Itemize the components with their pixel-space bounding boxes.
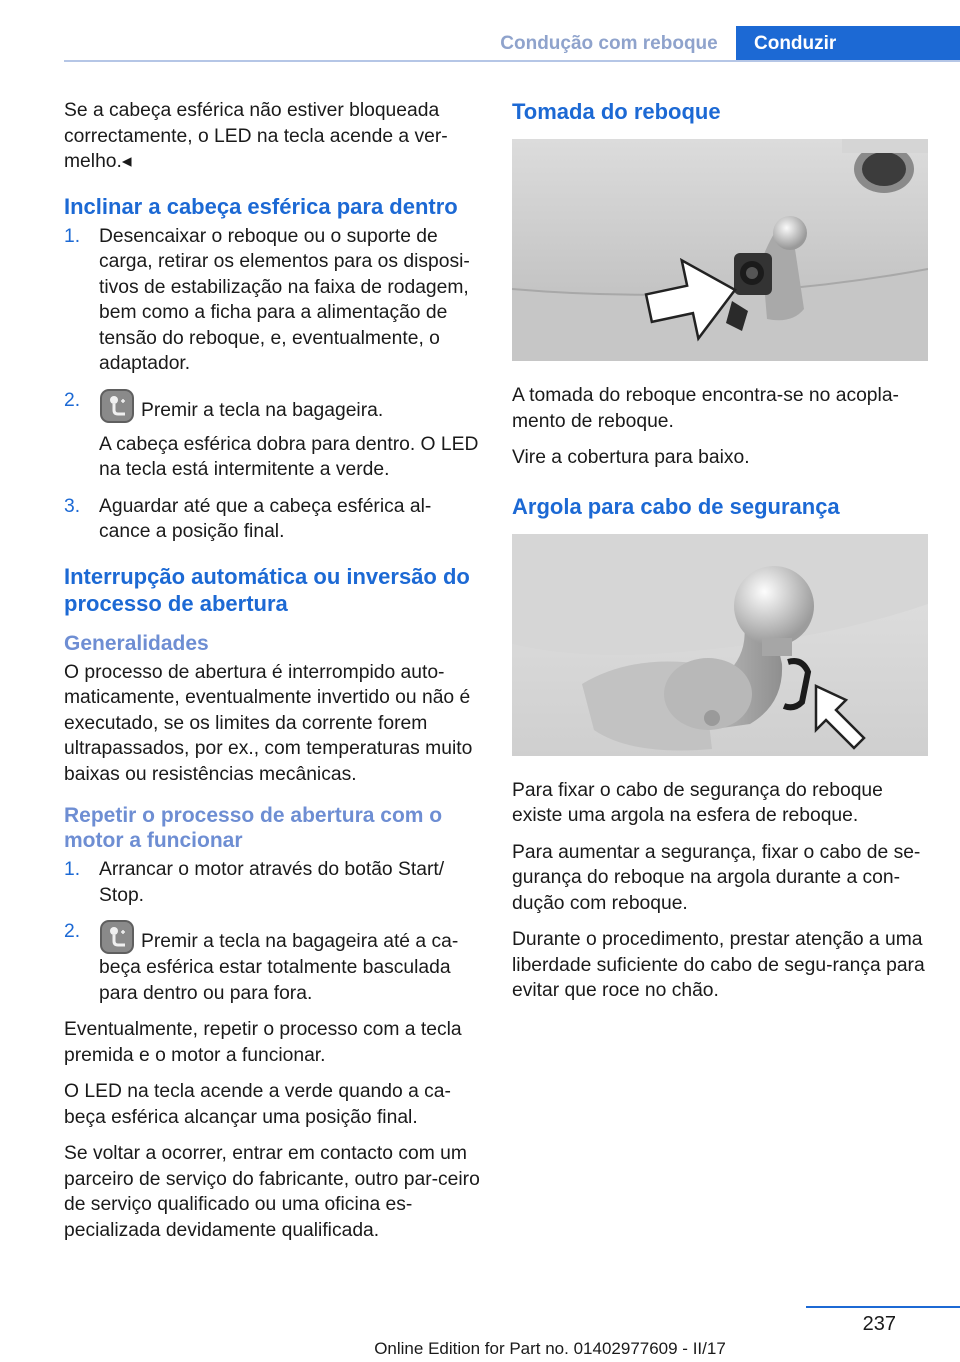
heading-inclinar: Inclinar a cabeça esférica para dentro xyxy=(64,193,458,219)
paragraph-tomada-1: A tomada do reboque encontra-se no acopla-mento de reboque. xyxy=(512,385,899,432)
step-text: Desencaixar o reboque ou o suporte de carga, retirar os elementos para os disposi-tivos de estabilização na faixa de rodagem, bem como a ficha para a alimentação de tensão do reboque, e, eventualmente, o adaptador. xyxy=(99,225,470,374)
heading-generalidades: Generalidades xyxy=(64,631,209,655)
left-column xyxy=(64,98,482,1254)
safety-cable-eyelet-illustration xyxy=(512,534,928,756)
steps-repetir xyxy=(64,857,482,1006)
step-number: 2. xyxy=(64,921,81,942)
step-number: 2. xyxy=(64,389,81,411)
page-number: 237 xyxy=(862,1313,896,1335)
paragraph-voltar: Se voltar a ocorrer, entrar em contacto com um parceiro de serviço do fabricante, outro par-ceiro de serviço qualificado ou uma oficina es-pecializada devidamente qualificada. xyxy=(64,1143,480,1241)
step-text xyxy=(99,919,482,1006)
list-item xyxy=(64,919,482,1006)
paragraph-argola-3: Durante o procedimento, prestar atenção a uma liberdade suficiente do cabo de segu-rança para evitar que roce no chão. xyxy=(512,929,925,1001)
list-item xyxy=(64,224,482,377)
step-text-label: Premir a tecla na bagageira. xyxy=(141,399,384,421)
paragraph-argola-1: Para fixar o cabo de segurança do reboque existe uma argola na esfera de reboque. xyxy=(512,779,883,826)
list-item xyxy=(64,388,482,483)
list-item xyxy=(64,857,482,908)
step-text-label: Premir a tecla na bagageira até a ca-beça esférica estar totalmente basculada para dentro ou para fora. xyxy=(99,931,459,1004)
steps-inclinar xyxy=(64,224,482,545)
list-item xyxy=(64,494,482,545)
step-text xyxy=(99,388,482,424)
paragraph-tomada-2: Vire a cobertura para baixo. xyxy=(512,447,750,468)
paragraph-eventualmente: Eventualmente, repetir o processo com a tecla premida e o motor a funcionar. xyxy=(64,1019,462,1066)
trailer-socket-illustration xyxy=(512,139,928,361)
intro-paragraph: Se a cabeça esférica não estiver bloqueada correctamente, o LED na tecla acende a ver-melho.◂ xyxy=(64,100,448,172)
step-number: 3. xyxy=(64,495,81,517)
right-column xyxy=(512,98,932,1015)
header-section-title: Condução com reboque xyxy=(500,33,718,54)
tow-hitch-button-icon xyxy=(99,919,135,955)
heading-interrupcao: Interrupção automática ou inversão do processo de abertura xyxy=(64,563,470,616)
tow-hitch-button-icon xyxy=(99,388,135,424)
heading-tomada: Tomada do reboque xyxy=(512,99,721,124)
heading-repetir: Repetir o processo de abertura com o motor a funcionar xyxy=(64,804,443,852)
header-rule xyxy=(64,60,960,62)
step-text: Arrancar o motor através do botão Start/ Stop. xyxy=(99,859,445,906)
header-chapter-tab: Conduzir xyxy=(736,26,960,62)
paragraph-led: O LED na tecla acende a verde quando a ca-beça esférica alcançar uma posição final. xyxy=(64,1081,451,1128)
generalidades-paragraph: O processo de abertura é interrompido auto-maticamente, eventualmente invertido ou não é executado, se os limites da corrente forem ultrapassados, por ex., com temperaturas muito baixas ou resistências mecânicas. xyxy=(64,661,473,785)
heading-argola: Argola para cabo de segurança xyxy=(512,493,840,519)
step-number: 1. xyxy=(64,225,81,247)
step-subtext: A cabeça esférica dobra para dentro. O LED na tecla está intermitente a verde. xyxy=(99,433,479,480)
footer-edition: Online Edition for Part no. 01402977609 - II/17 xyxy=(374,1339,726,1358)
footer-rule xyxy=(806,1306,960,1308)
paragraph-argola-2: Para aumentar a segurança, fixar o cabo de se-gurança do reboque na argola durante a con-dução com reboque. xyxy=(512,841,921,914)
step-number: 1. xyxy=(64,859,81,880)
step-text: Aguardar até que a cabeça esférica al-cance a posição final. xyxy=(99,495,432,542)
